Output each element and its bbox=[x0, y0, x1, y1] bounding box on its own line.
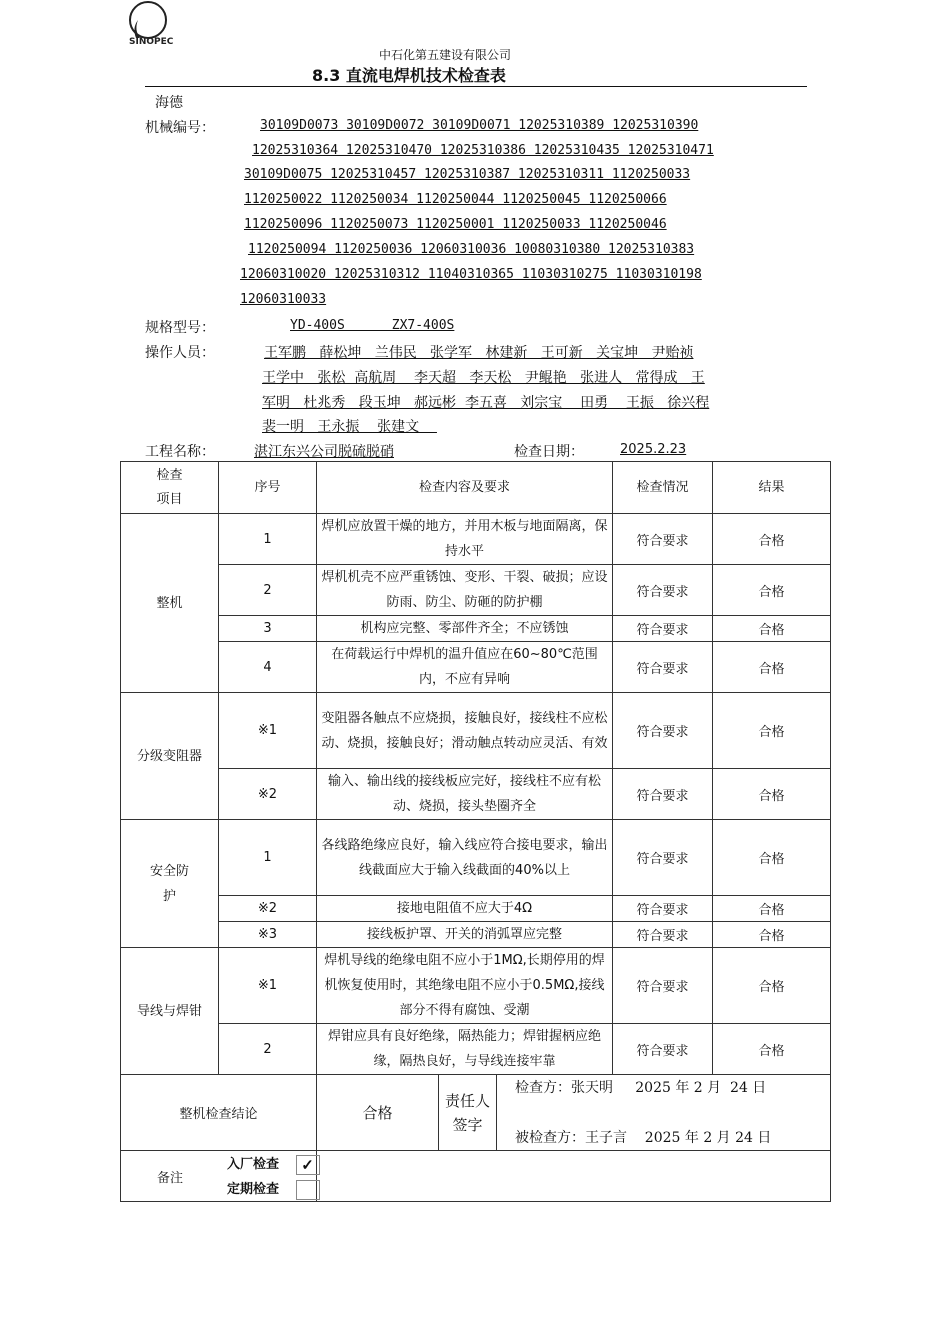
content-cell: 焊钳应具有良好绝缘，隔热能力；焊钳握柄应绝缘，隔热良好，与导线连接牢靠 bbox=[317, 1024, 613, 1075]
result-cell: 合格 bbox=[713, 769, 831, 820]
remarks-content bbox=[227, 1151, 831, 1202]
content-cell: 焊机导线的绝缘电阻不应小于1MΩ,长期停用的焊机恢复使用时，其绝缘电阻不应小于0.5MΩ,接线部分不得有腐蚀、受潮 bbox=[317, 948, 613, 1024]
seq-cell: ※2 bbox=[219, 769, 317, 820]
result-cell: 合格 bbox=[713, 1024, 831, 1075]
table-row bbox=[121, 616, 831, 642]
content-cell: 接线板护罩、开关的消弧罩应完整 bbox=[317, 922, 613, 948]
table-row bbox=[121, 1024, 831, 1075]
category-cell: 分级变阻器 bbox=[121, 693, 219, 820]
machine-no-label: 机械编号： bbox=[145, 120, 215, 136]
result-cell: 合格 bbox=[713, 948, 831, 1024]
operator-line: 军明 杜兆秀 段玉坤 郝远彬 李五喜 刘宗宝 田勇 王振 徐兴程 bbox=[262, 395, 710, 411]
seq-cell: ※1 bbox=[219, 948, 317, 1024]
category-cell: 导线与焊钳 bbox=[121, 948, 219, 1075]
table-row bbox=[121, 896, 831, 922]
content-cell: 焊机应放置干燥的地方，并用木板与地面隔离，保持水平 bbox=[317, 514, 613, 565]
header-content: 检查内容及要求 bbox=[317, 462, 613, 514]
machine-no-line: 30109D0075 12025310457 12025310387 12025310311 1120250033 bbox=[244, 167, 691, 182]
header-seq: 序号 bbox=[219, 462, 317, 514]
seq-cell: 3 bbox=[219, 616, 317, 642]
result-cell: 合格 bbox=[713, 896, 831, 922]
sinopec-logo bbox=[126, 0, 174, 46]
status-cell: 符合要求 bbox=[613, 514, 713, 565]
seq-cell: ※2 bbox=[219, 896, 317, 922]
machine-no-line: 12060310033 bbox=[240, 292, 327, 307]
result-cell: 合格 bbox=[713, 693, 831, 769]
result-cell: 合格 bbox=[713, 514, 831, 565]
seq-cell: 4 bbox=[219, 642, 317, 693]
inspected-signature: 被检查方：王子言 2025 年 2 月 24 日 bbox=[515, 1130, 772, 1146]
content-cell: 焊机机壳不应严重锈蚀、变形、干裂、破损；应设防雨、防尘、防砸的防护棚 bbox=[317, 565, 613, 616]
date-value: 2025.2.23 bbox=[620, 442, 687, 457]
content-cell: 接地电阻值不应大于4Ω bbox=[317, 896, 613, 922]
project-value: 湛江东兴公司脱硫脱硝 bbox=[254, 444, 394, 460]
result-cell: 合格 bbox=[713, 565, 831, 616]
content-cell: 机构应完整、零部件齐全；不应锈蚀 bbox=[317, 616, 613, 642]
seq-cell: 2 bbox=[219, 1024, 317, 1075]
result-cell: 合格 bbox=[713, 616, 831, 642]
machine-no-line: 30109D0073 30109D0072 30109D0071 12025310389 12025310390 bbox=[260, 118, 699, 133]
remarks-row bbox=[121, 1151, 831, 1202]
seq-cell: 1 bbox=[219, 514, 317, 565]
conclusion-row bbox=[121, 1075, 831, 1151]
title-divider bbox=[145, 86, 807, 87]
seq-cell: 1 bbox=[219, 820, 317, 896]
table-row bbox=[121, 820, 831, 896]
table-row bbox=[121, 769, 831, 820]
operator-label: 操作人员： bbox=[145, 345, 215, 361]
operator-line: 裴一明 王永振 张建文 bbox=[262, 419, 437, 435]
status-cell: 符合要求 bbox=[613, 565, 713, 616]
content-cell: 变阻器各触点不应烧损，接触良好，接线柱不应松动、烧损，接触良好；滑动触点转动应灵活、有效 bbox=[317, 693, 613, 769]
responsible-sign-label: 责任人签字 bbox=[439, 1075, 497, 1150]
seq-cell: ※1 bbox=[219, 693, 317, 769]
content-cell: 各线路绝缘应良好，输入线应符合接电要求，输出线截面应大于输入线截面的40%以上 bbox=[317, 820, 613, 896]
signature-cell bbox=[439, 1075, 831, 1151]
table-header-row bbox=[121, 462, 831, 514]
status-cell: 符合要求 bbox=[613, 693, 713, 769]
status-cell: 符合要求 bbox=[613, 820, 713, 896]
entry-check-label: 入厂检查 bbox=[227, 1157, 280, 1172]
table-row bbox=[121, 693, 831, 769]
header-result: 结果 bbox=[713, 462, 831, 514]
table-row bbox=[121, 948, 831, 1024]
result-cell: 合格 bbox=[713, 642, 831, 693]
spec-label: 规格型号： bbox=[145, 320, 215, 336]
header-item: 检查 项目 bbox=[121, 462, 219, 514]
project-label: 工程名称： bbox=[145, 444, 215, 460]
status-cell: 符合要求 bbox=[613, 922, 713, 948]
table-row bbox=[121, 514, 831, 565]
entry-check-box[interactable]: ✓ bbox=[296, 1155, 320, 1175]
operator-line: 王学中 张松 高航周 李天超 李天松 尹鲲艳 张进人 常得成 王 bbox=[262, 370, 705, 386]
remarks-label: 备注 bbox=[121, 1151, 317, 1202]
status-cell: 符合要求 bbox=[613, 896, 713, 922]
operator-line: 王军鹏 薛松坤 兰伟民 张学军 林建新 王可新 关宝坤 尹贻祯 bbox=[264, 345, 694, 361]
status-cell: 符合要求 bbox=[613, 1024, 713, 1075]
result-cell: 合格 bbox=[713, 820, 831, 896]
content-cell: 在荷载运行中焊机的温升值应在60~80℃范围内，不应有异响 bbox=[317, 642, 613, 693]
seq-cell: ※3 bbox=[219, 922, 317, 948]
conclusion-label: 整机检查结论 bbox=[121, 1075, 317, 1151]
header-status: 检查情况 bbox=[613, 462, 713, 514]
content-cell: 输入、输出线的接线板应完好，接线柱不应有松动、烧损，接头垫圈齐全 bbox=[317, 769, 613, 820]
table-row bbox=[121, 565, 831, 616]
category-cell: 安全防护 bbox=[121, 820, 219, 948]
machine-no-line: 12025310364 12025310470 12025310386 12025310435 12025310471 bbox=[252, 143, 714, 158]
brand-text: 海德 bbox=[155, 95, 183, 111]
seq-cell: 2 bbox=[219, 565, 317, 616]
machine-no-line: 12060310020 12025310312 11040310365 11030310275 11030310198 bbox=[240, 267, 702, 282]
inspector-signature: 检查方：张天明 2025 年 2 月 24 日 bbox=[515, 1080, 767, 1096]
machine-no-line: 1120250096 1120250073 1120250001 1120250033 1120250046 bbox=[244, 217, 667, 232]
form-title: 8.3 直流电焊机技术检查表 bbox=[312, 66, 506, 85]
periodic-check-box[interactable] bbox=[296, 1180, 320, 1200]
conclusion-value: 合格 bbox=[317, 1075, 439, 1151]
status-cell: 符合要求 bbox=[613, 769, 713, 820]
status-cell: 符合要求 bbox=[613, 642, 713, 693]
status-cell: 符合要求 bbox=[613, 616, 713, 642]
svg-text:SINOPEC: SINOPEC bbox=[129, 37, 174, 46]
result-cell: 合格 bbox=[713, 922, 831, 948]
spec-value: YD-400S ZX7-400S bbox=[290, 318, 455, 333]
table-row bbox=[121, 642, 831, 693]
machine-no-line: 1120250022 1120250034 1120250044 1120250045 1120250066 bbox=[244, 192, 667, 207]
inspection-table bbox=[120, 461, 831, 1202]
company-name: 中石化第五建设有限公司 bbox=[378, 48, 511, 62]
table-row bbox=[121, 922, 831, 948]
status-cell: 符合要求 bbox=[613, 948, 713, 1024]
machine-no-line: 1120250094 1120250036 12060310036 10080310380 12025310383 bbox=[248, 242, 695, 257]
periodic-check-label: 定期检查 bbox=[227, 1182, 280, 1197]
category-cell: 整机 bbox=[121, 514, 219, 693]
date-label: 检查日期： bbox=[514, 444, 584, 460]
